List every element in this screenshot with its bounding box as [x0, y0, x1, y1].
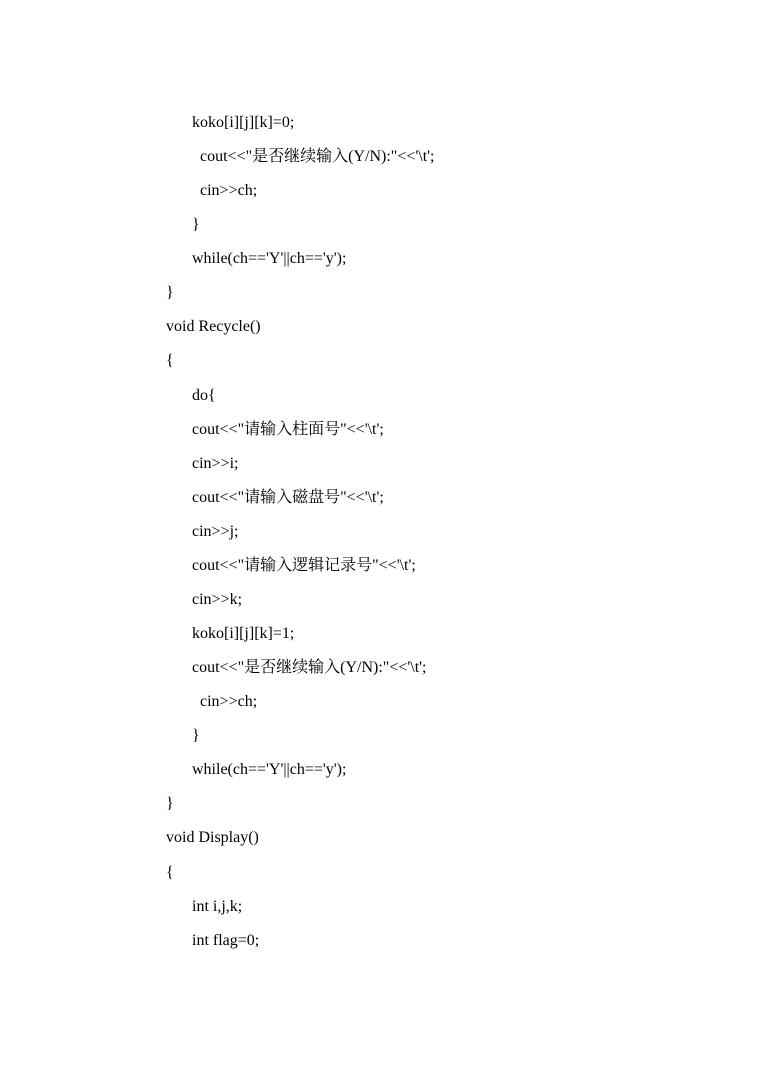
code-line: cout<<"请输入逻辑记录号"<<'\t';: [192, 557, 416, 574]
code-line: koko[i][j][k]=0;: [192, 114, 295, 131]
code-line: {: [166, 352, 174, 369]
code-line: cout<<"是否继续输入(Y/N):"<<'\t';: [200, 148, 435, 165]
code-line: while(ch=='Y'||ch=='y');: [192, 250, 347, 267]
code-line: cin>>ch;: [200, 182, 258, 199]
code-line: }: [192, 727, 200, 744]
code-line: }: [166, 284, 174, 301]
code-line: cin>>k;: [192, 591, 243, 608]
code-line: cout<<"请输入磁盘号"<<'\t';: [192, 489, 384, 506]
code-line: koko[i][j][k]=1;: [192, 625, 295, 642]
code-line: int i,j,k;: [192, 898, 243, 915]
code-line: cin>>i;: [192, 455, 239, 472]
code-line: void Display(): [166, 829, 259, 846]
code-line: cout<<"是否继续输入(Y/N):"<<'\t';: [192, 659, 427, 676]
code-line: void Recycle(): [166, 318, 261, 335]
code-line: int flag=0;: [192, 932, 260, 949]
code-line: }: [166, 795, 174, 812]
code-line: cout<<"请输入柱面号"<<'\t';: [192, 421, 384, 438]
code-line: {: [166, 864, 174, 881]
code-line: cin>>j;: [192, 523, 239, 540]
code-line: cin>>ch;: [200, 693, 258, 710]
code-line: while(ch=='Y'||ch=='y');: [192, 761, 347, 778]
code-line: do{: [192, 387, 216, 404]
code-line: }: [192, 216, 200, 233]
